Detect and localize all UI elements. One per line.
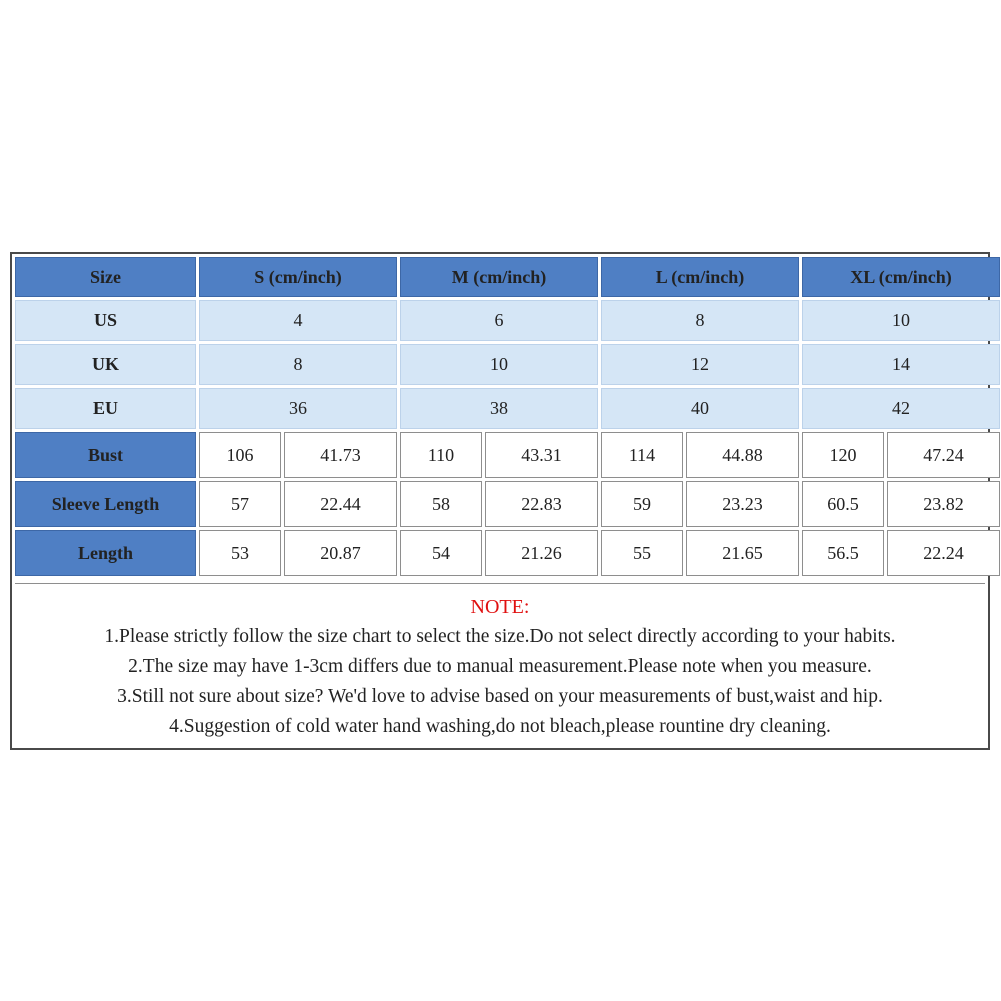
note-line-4: 4.Suggestion of cold water hand washing,do not bleach,please rountine dry cleaning. [169,716,831,737]
cell-sleeve-m-inch: 22.83 [485,481,598,527]
cell-sleeve-s-inch: 22.44 [284,481,397,527]
cell-length-xl-cm: 56.5 [802,530,884,576]
cell-us-m: 6 [400,300,598,341]
header-size: Size [15,257,196,297]
cell-length-s-cm: 53 [199,530,281,576]
cell-us-xl: 10 [802,300,1000,341]
cell-length-m-cm: 54 [400,530,482,576]
cell-bust-m-cm: 110 [400,432,482,478]
header-l: L (cm/inch) [601,257,799,297]
row-label-bust: Bust [15,432,196,478]
header-xl: XL (cm/inch) [802,257,1000,297]
cell-bust-l-inch: 44.88 [686,432,799,478]
cell-us-s: 4 [199,300,397,341]
size-chart [10,252,990,750]
cell-uk-xl: 14 [802,344,1000,385]
cell-length-l-inch: 21.65 [686,530,799,576]
cell-sleeve-xl-inch: 23.82 [887,481,1000,527]
header-s: S (cm/inch) [199,257,397,297]
row-label-sleeve-length: Sleeve Length [15,481,196,527]
row-sleeve-length [15,481,1000,527]
header-m: M (cm/inch) [400,257,598,297]
cell-bust-s-cm: 106 [199,432,281,478]
cell-us-l: 8 [601,300,799,341]
cell-length-m-inch: 21.26 [485,530,598,576]
notes-section [15,583,985,742]
cell-eu-m: 38 [400,388,598,429]
row-length [15,530,1000,576]
cell-sleeve-s-cm: 57 [199,481,281,527]
row-bust [15,432,1000,478]
cell-bust-xl-cm: 120 [802,432,884,478]
cell-length-xl-inch: 22.24 [887,530,1000,576]
cell-uk-l: 12 [601,344,799,385]
note-title: NOTE: [470,596,530,618]
cell-eu-s: 36 [199,388,397,429]
cell-uk-m: 10 [400,344,598,385]
cell-bust-s-inch: 41.73 [284,432,397,478]
header-row [15,257,1000,297]
note-line-1: 1.Please strictly follow the size chart to select the size.Do not select directly according to your habits. [104,626,896,647]
cell-sleeve-xl-cm: 60.5 [802,481,884,527]
note-line-3: 3.Still not sure about size? We'd love to advise based on your measurements of bust,waist and hip. [117,686,883,707]
note-line-2: 2.The size may have 1-3cm differs due to manual measurement.Please note when you measure. [128,656,872,677]
cell-bust-l-cm: 114 [601,432,683,478]
cell-eu-l: 40 [601,388,799,429]
cell-sleeve-l-cm: 59 [601,481,683,527]
cell-sleeve-m-cm: 58 [400,481,482,527]
cell-bust-xl-inch: 47.24 [887,432,1000,478]
row-eu [15,388,1000,429]
cell-uk-s: 8 [199,344,397,385]
row-label-eu: EU [15,388,196,429]
cell-length-l-cm: 55 [601,530,683,576]
row-us [15,300,1000,341]
size-table [12,254,1001,579]
cell-sleeve-l-inch: 23.23 [686,481,799,527]
cell-length-s-inch: 20.87 [284,530,397,576]
row-uk [15,344,1000,385]
row-label-us: US [15,300,196,341]
row-label-uk: UK [15,344,196,385]
row-label-length: Length [15,530,196,576]
cell-eu-xl: 42 [802,388,1000,429]
cell-bust-m-inch: 43.31 [485,432,598,478]
